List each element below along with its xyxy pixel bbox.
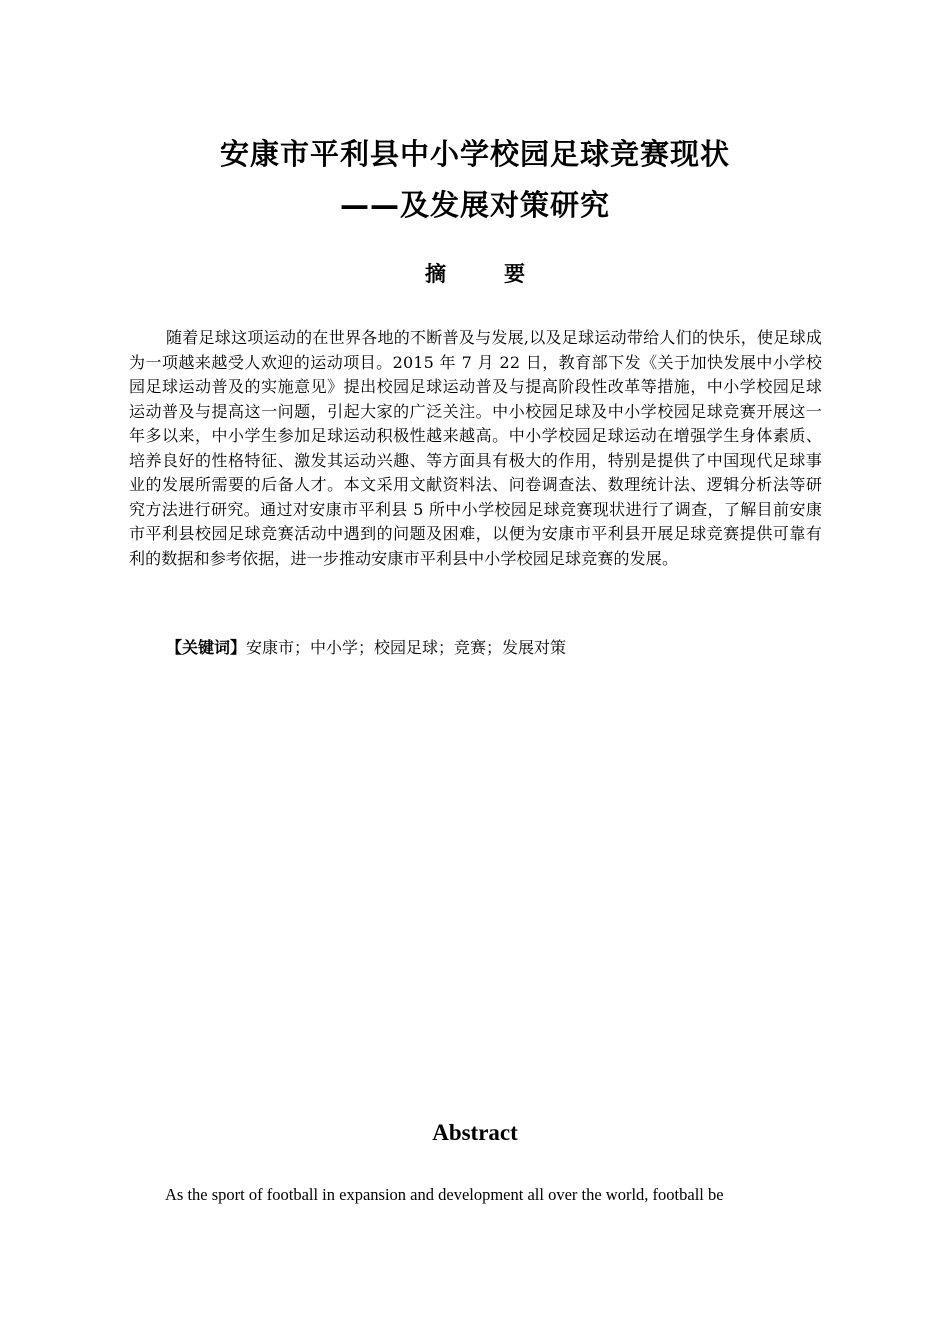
keywords-label: 【关键词】	[166, 638, 247, 657]
paper-title-line1: 安康市平利县中小学校园足球竞赛现状	[219, 137, 730, 171]
paper-title-line2: ——及发展对策研究	[339, 188, 610, 222]
abstract-cn-body: 随着足球这项运动的在世界各地的不断普及与发展,以及足球运动带给人们的快乐，使足球成为一项越来越受人欢迎的运动项目。2015 年 7 月 22 日，教育部下发《关于加快发展中小学校园足球运动普及的实施意见》提出校园足球运动普及与提高阶段性改革等措施，中小学校园足球运动普及与提高这一问题，引起大家的广泛关注。中小校园足球及中小学校园足球竞赛开展这一年多以来，中小学生参加足球运动积极性越来越高。中小学校园足球运动在增强学生身体素质、培养良好的性格特征、激发其运动兴趣、等方面具有极大的作用，特别是提供了中国现代足球事业的发展所需要的后备人才。本文采用文献资料法、问卷调查法、数理统计法、逻辑分析法等研究方法进行研究。通过对安康市平利县 5 所中小学校园足球竞赛现状进行了调查，了解目前安康市平利县校园足球竞赛活动中遇到的问题及困难，以便为安康市平利县开展足球竞赛提供可靠有利的数据和参考依据，进一步推动安康市平利县中小学校园足球竞赛的发展。	[129, 328, 822, 568]
keywords-line	[166, 636, 826, 660]
abstract-heading-char2: 要	[504, 262, 525, 286]
abstract-heading-char1: 摘	[425, 262, 446, 286]
keywords-value: 安康市；中小学；校园足球；竞赛；发展对策	[246, 638, 567, 657]
abstract-heading-en: Abstract	[432, 1120, 518, 1145]
abstract-heading-cn	[0, 258, 950, 290]
abstract-en-body: As the sport of football in expansion and development all over the world, football be	[165, 1185, 724, 1204]
